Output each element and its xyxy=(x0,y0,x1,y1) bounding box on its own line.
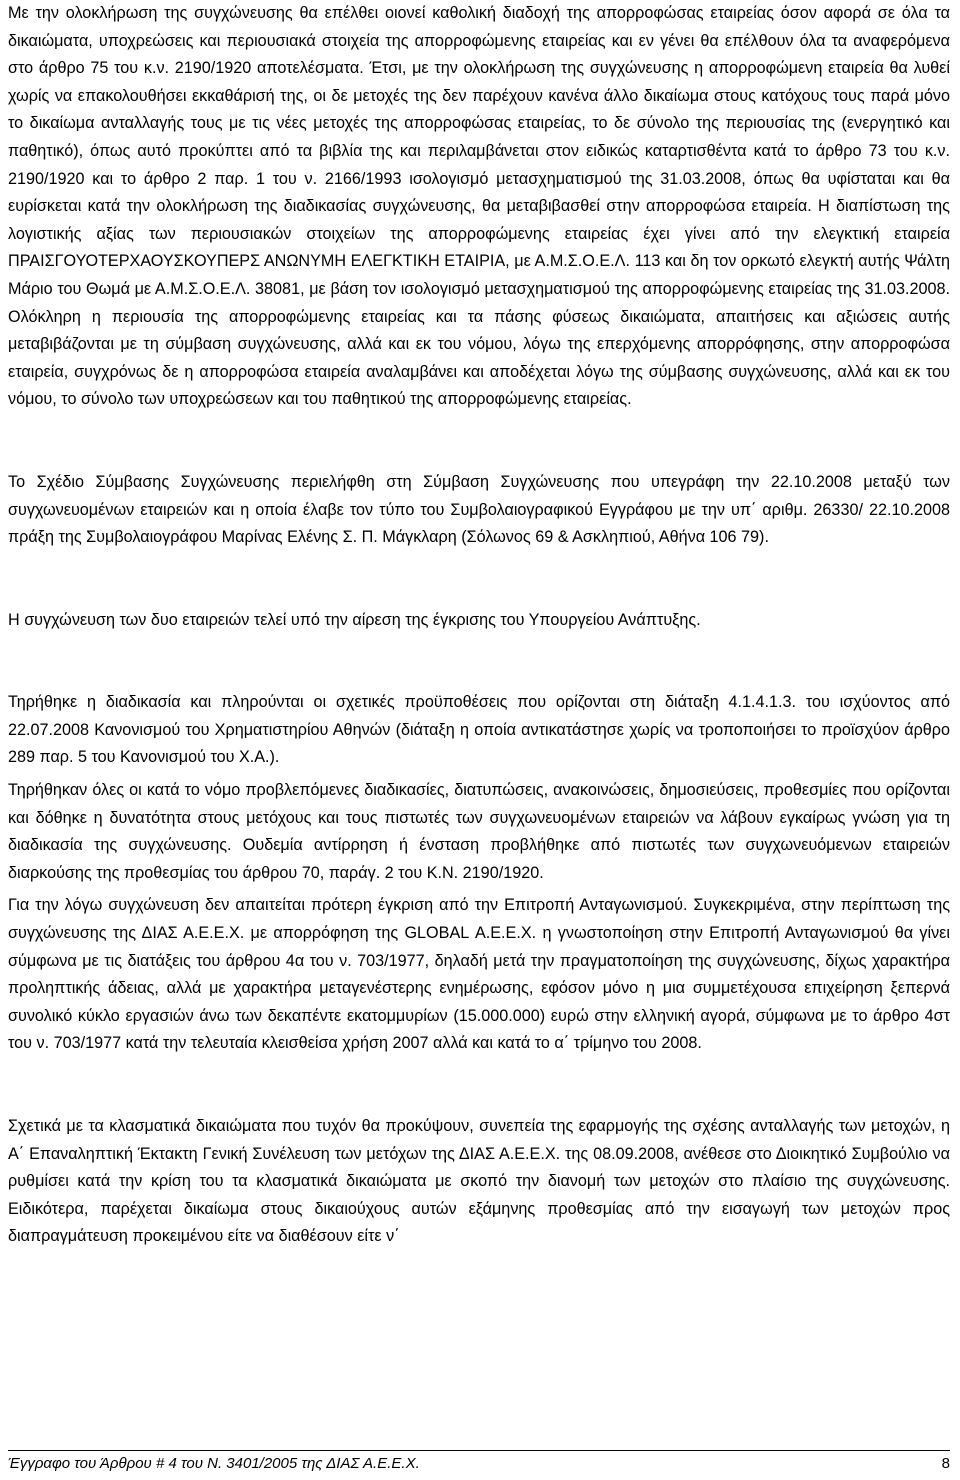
paragraph-merger-contract: Το Σχέδιο Σύμβασης Συγχώνευσης περιελήφθη στη Σύμβαση Συγχώνευσης που υπεγράφη την 22.10.2008 μεταξύ των συγχωνευομένων εταιρειών και η οποία έλαβε τον τύπο του Συμβολαιογραφικού Εγγράφου με την υπ΄ αριθμ. 26330/ 22.10.2008 πράξη της Συμβολαιογράφου Μαρίνας Ελένης Σ. Π. Μάγκλαρη (Σόλωνος 69 & Ασκληπιού, Αθήνα 106 79). xyxy=(8,472,950,547)
document-body xyxy=(8,0,950,1251)
footer-document-title: Έγγραφο του Άρθρου # 4 του Ν. 3401/2005 της ΔΙΑΣ Α.Ε.Ε.Χ. xyxy=(8,1455,420,1472)
page-footer xyxy=(8,1454,950,1474)
paragraph-exchange-regulation: Τηρήθηκε η διαδικασία και πληρούνται οι σχετικές προϋποθέσεις που ορίζονται στη διάταξη 4.1.4.1.3. του ισχύοντος από 22.07.2008 Κανονισμού του Χρηματιστηρίου Αθηνών (διάταξη η οποία αντικατάστησε χωρίς να τροποποιήσει το προϊσχύον άρθρο 289 παρ. 5 του Κανονισμού του Χ.Α.). xyxy=(8,693,950,767)
page-number: 8 xyxy=(941,1455,950,1472)
paragraph-merger-effects: Με την ολοκλήρωση της συγχώνευσης θα επέλθει οιονεί καθολική διαδοχή της απορροφώσας εταιρείας όσον αφορά σε όλα τα δικαιώματα, υποχρεώσεις και περιουσιακά στοιχεία της απορροφώμενης εταιρείας και εν γένει θα επέλθουν όλα τα αναφερόμενα στο άρθρο 75 του κ.ν. 2190/1920 αποτελέσματα. Έτσι, με την ολοκλήρωση της συγχώνευσης η απορροφώμενη εταιρεία θα λυθεί χωρίς να επακολουθήσει εκκαθάρισή της, οι δε μετοχές της δεν παρέχουν κανένα άλλο δικαίωμα στους κατόχους τους παρά μόνο το δικαίωμα ανταλλαγής τους με τις νέες μετοχές της απορροφώσας εταιρείας, το δε σύνολο της περιουσίας της (ενεργητικό και παθητικό), όπως αυτό προκύπτει από τα βιβλία της και περιλαμβάνεται στον ειδικώς καταρτισθέντα κατά το άρθρο 73 του κ.ν. 2190/1920 και το άρθρο 2 παρ. 1 του ν. 2166/1993 ισολογισμό μετασχηματισμού της 31.03.2008, όπως θα υφίσταται και θα ευρίσκεται κατά την ολοκλήρωση της διαδικασίας συγχώνευσης, θα μεταβιβασθεί στην απορροφώσα εταιρεία. Η διαπίστωση της λογιστικής αξίας των περιουσιακών στοιχείων της απορροφώμενης εταιρείας έχει γίνει από την ελεγκτική εταιρεία ΠΡΑΙΣΓΟΥΟΤΕΡΧΑΟΥΣΚΟΥΠΕΡΣ ΑΝΩΝΥΜΗ ΕΛΕΓΚΤΙΚΗ ΕΤΑΙΡΙΑ, με Α.Μ.Σ.Ο.Ε.Λ. 113 και δη τον ορκωτό ελεγκτή αυτής Ψάλτη Μάριο του Θωμά με Α.Μ.Σ.Ο.Ε.Λ. 38081, με βάση τον ισολογισμό μετασχηματισμού της απορροφώμενης εταιρείας της 31.03.2008. Ολόκληρη η περιουσία της απορροφώμενης εταιρείας και τα πάσης φύσεως δικαιώματα, απαιτήσεις και αξιώσεις αυτής μεταβιβάζονται με τη σύμβαση συγχώνευσης, αλλά και εκ του νόμου, λόγω της επερχόμενης απορρόφησης, στην απορροφώσα εταιρεία, συγχρόνως δε η απορροφώσα εταιρεία αναλαμβάνει και αποδέχεται λόγω της σύμβασης συγχώνευσης, αλλά και εκ του νόμου, το σύνολο των υποχρεώσεων και του παθητικού της απορροφώμενης εταιρείας. xyxy=(8,4,950,409)
spacer xyxy=(8,552,950,607)
paragraph-procedures: Τηρήθηκαν όλες οι κατά το νόμο προβλεπόμενες διαδικασίες, διατυπώσεις, ανακοινώσεις, δημοσιεύσεις, προθεσμίες που ορίζονται και δόθηκε η δυνατότητα στους μετόχους και τους πιστωτές των συγχωνευομένων εταιρειών να λάβουν εγκαίρως γνώση για τη διαδικασία της συγχώνευσης. Ουδεμία αντίρρηση ή ένσταση προβλήθηκε από πιστωτές των συγχωνευόμενων εταιρειών διαρκούσης της προθεσμίας του άρθρου 70, παράγ. 2 του Κ.Ν. 2190/1920. xyxy=(8,781,950,882)
spacer xyxy=(8,1058,950,1113)
paragraph-fractional-rights: Σχετικά με τα κλασματικά δικαιώματα που τυχόν θα προκύψουν, συνεπεία της εφαρμογής της σχέσης ανταλλαγής των μετοχών, η Α΄ Επαναληπτική Έκτακτη Γενική Συνέλευση των μετόχων της ΔΙΑΣ Α.Ε.Ε.Χ. της 08.09.2008, ανέθεσε στο Διοικητικό Συμβούλιο να ρυθμίσει κατά την κρίση του τα κλασματικά δικαιώματα με σκοπό την διανομή των μετοχών στο πλαίσιο της συγχώνευσης. Ειδικότερα, παρέχεται δικαίωμα στους δικαιούχους αυτών εξάμηνης προθεσμίας από την εισαγωγή των μετοχών προς διαπραγμάτευση προκειμένου είτε να διαθέσουν είτε ν΄ xyxy=(8,1117,950,1246)
spacer xyxy=(8,414,950,469)
paragraph-ministry-approval: Η συγχώνευση των δυο εταιρειών τελεί υπό την αίρεση της έγκρισης του Υπουργείου Ανάπτυξης. xyxy=(8,610,701,629)
paragraph-competition-commission: Για την λόγω συγχώνευση δεν απαιτείται πρότερη έγκριση από την Επιτροπή Ανταγωνισμού. Συγκεκριμένα, στην περίπτωση της συγχώνευσης της ΔΙΑΣ Α.Ε.Ε.Χ. με απορρόφηση της GLOBAL Α.Ε.Ε.Χ. η γνωστοποίηση στην Επιτροπή Ανταγωνισμού θα γίνει σύμφωνα με τις διατάξεις του άρθρου 4α του ν. 703/1977, δηλαδή μετά την πραγματοποίηση της συγχώνευσης, δίχως χαρακτήρα προληπτικής άδειας, αλλά με χαρακτήρα μεταγενέστερης ενημέρωσης, εφόσον μόνο η μια συμμετέχουσα επιχείρηση ξεπερνά συνολικό κύκλο εργασιών άνω των δεκαπέντε εκατομμυρίων (15.000.000) ευρώ στην ελληνική αγορά, σύμφωνα με το άρθρο 4στ του ν. 703/1977 κατά την τελευταία κλεισθείσα χρήση 2007 αλλά και κατά το α΄ τρίμηνο του 2008. xyxy=(8,896,950,1053)
spacer xyxy=(8,634,950,689)
footer-divider xyxy=(8,1450,950,1451)
